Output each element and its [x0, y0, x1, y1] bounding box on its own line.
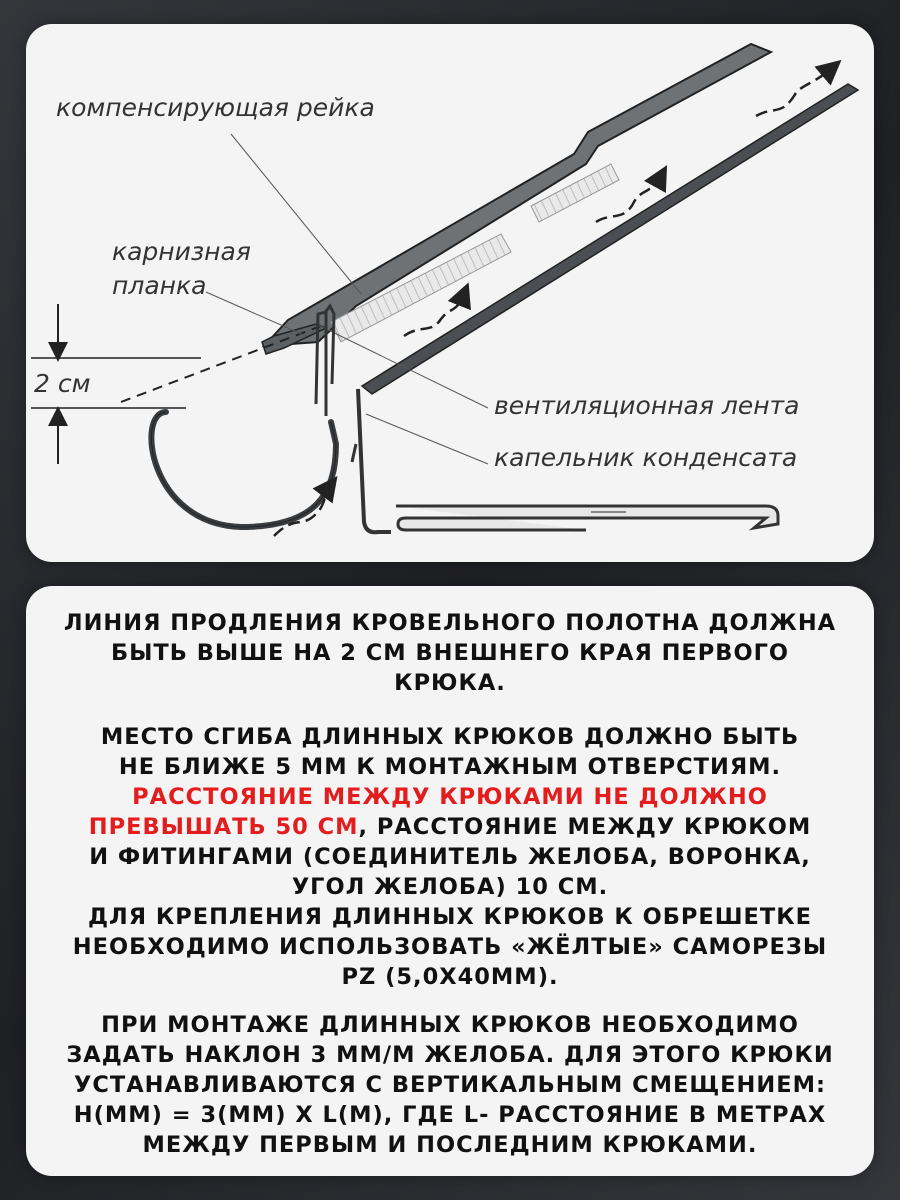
roof-eave-diagram	[26, 24, 874, 562]
note-line: МЕЖДУ ПЕРВЫМ И ПОСЛЕДНИМ КРЮКАМИ.	[142, 1132, 758, 1158]
note-line: НЕ БЛИЖЕ 5 ММ К МОНТАЖНЫМ ОТВЕРСТИЯМ.	[118, 754, 782, 780]
label-vent-tape: вентиляционная лента	[494, 391, 800, 420]
label-eave-strip-line1: карнизная	[112, 237, 251, 266]
gutter	[151, 412, 336, 527]
diagram-panel	[26, 24, 874, 562]
drip-edge	[358, 389, 391, 532]
note-line: PZ (5,0X40ММ).	[341, 964, 559, 990]
note-line: ЛИНИЯ ПРОДЛЕНИЯ КРОВЕЛЬНОГО ПОЛОТНА ДОЛЖНА	[63, 610, 837, 636]
note-paragraph-1	[46, 608, 854, 698]
note-paragraph-2	[46, 722, 854, 992]
note-line: КРЮКА.	[394, 670, 506, 696]
note-line: УСТАНАВЛИВАЮТСЯ С ВЕРТИКАЛЬНЫМ СМЕЩЕНИЕМ:	[74, 1072, 826, 1098]
note-line-highlight: РАССТОЯНИЕ МЕЖДУ КРЮКАМИ НЕ ДОЛЖНО	[132, 784, 768, 810]
note-line: МЕСТО СГИБА ДЛИННЫХ КРЮКОВ ДОЛЖНО БЫТЬ	[100, 724, 800, 750]
label-drip-edge: капельник конденсата	[494, 443, 798, 472]
note-highlight: ПРЕВЫШАТЬ 50 СМ	[88, 814, 359, 840]
note-text: , РАССТОЯНИЕ МЕЖДУ КРЮКОМ	[358, 814, 812, 840]
note-line: H(ММ) = 3(ММ) X L(М), ГДЕ L- РАССТОЯНИЕ В МЕТРАХ	[73, 1102, 827, 1128]
label-eave-strip-line2: планка	[112, 271, 207, 300]
note-line: НЕОБХОДИМО ИСПОЛЬЗОВАТЬ «ЖЁЛТЫЕ» САМОРЕЗЫ	[72, 934, 828, 960]
note-paragraph-3	[46, 1010, 854, 1160]
soffit-panel	[396, 506, 778, 530]
note-line: УГОЛ ЖЕЛОБА) 10 СМ.	[291, 874, 609, 900]
label-compensating-strip: компенсирующая рейка	[56, 93, 375, 122]
note-line: БЫТЬ ВЫШЕ НА 2 СМ ВНЕШНЕГО КРАЯ ПЕРВОГО	[110, 640, 790, 666]
note-line: ДЛЯ КРЕПЛЕНИЯ ДЛИННЫХ КРЮКОВ К ОБРЕШЕТКЕ	[88, 904, 812, 930]
note-line: ПРИ МОНТАЖЕ ДЛИННЫХ КРЮКОВ НЕОБХОДИМО	[101, 1012, 799, 1038]
text-panel	[26, 586, 874, 1176]
note-line: ЗАДАТЬ НАКЛОН 3 ММ/М ЖЕЛОБА. ДЛЯ ЭТОГО КРЮКИ	[66, 1042, 834, 1068]
note-line: И ФИТИНГАМИ (СОЕДИНИТЕЛЬ ЖЕЛОБА, ВОРОНКА,	[89, 844, 811, 870]
label-gap: 2 см	[34, 369, 91, 398]
note-line-mixed	[46, 812, 854, 842]
